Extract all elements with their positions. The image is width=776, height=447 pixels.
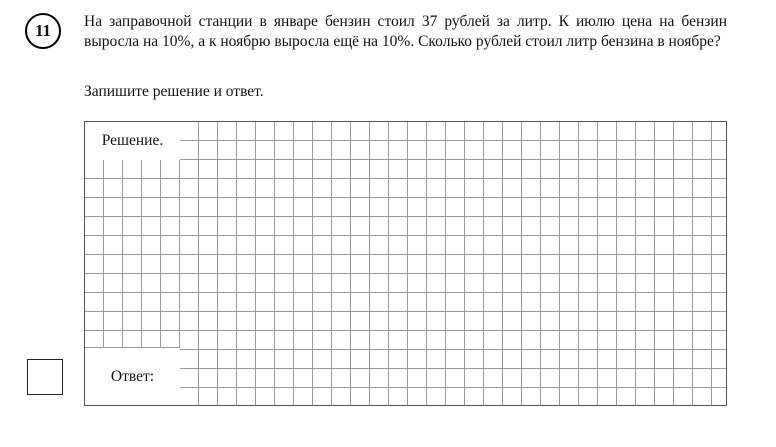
answer-label (85, 347, 180, 405)
answer-score-box[interactable] (27, 359, 63, 395)
task-number-badge (25, 13, 61, 49)
answer-label-text: Ответ: (110, 367, 155, 385)
solution-label-text: Решение. (101, 132, 164, 149)
solution-grid[interactable] (84, 121, 727, 406)
task-text: На заправочной станции в январе бензин стоил 37 рублей за литр. К июлю цена на бензин выросла на 10%, а к ноябрю выросла ещё на 10%. Сколько рублей стоил литр бензина в ноябре? (84, 13, 727, 50)
solution-label (85, 122, 180, 160)
task-instruction: Запишите решение и ответ. (84, 83, 264, 100)
task-number: 11 (34, 21, 52, 40)
